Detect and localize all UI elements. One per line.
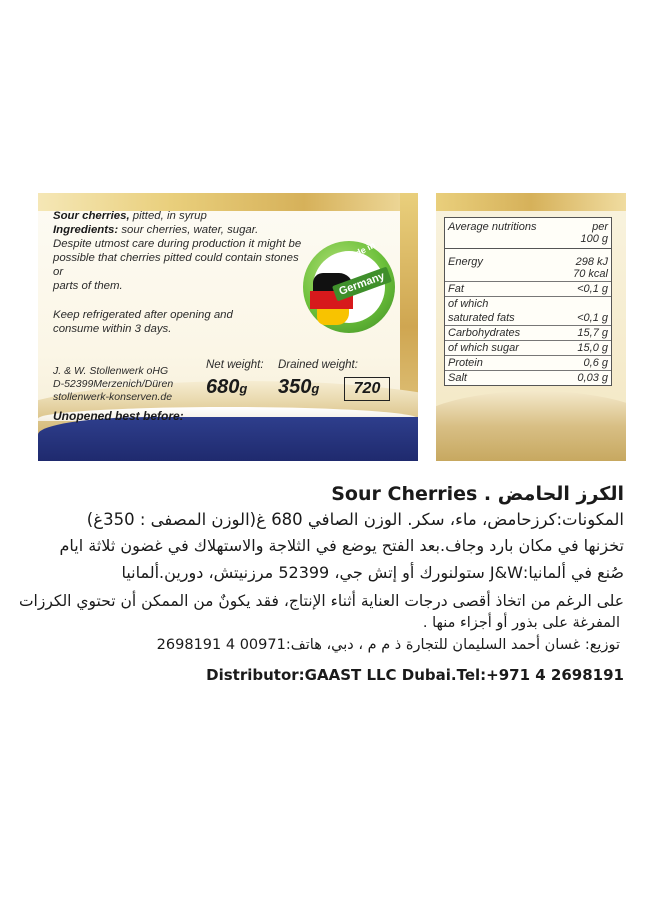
nutrition-label: Energy	[448, 256, 483, 268]
product-title-line: الكرز الحامض . Sour Cherries	[331, 483, 624, 505]
storage-arabic-line: تخزنها في مكان بارد وجاف.بعد الفتح يوضع في الثلاجة والاستهلاك في غضون ثلاثة ايام	[59, 536, 624, 555]
product-name: Sour cherries,	[53, 210, 130, 222]
product-desc: pitted, in syrup	[129, 210, 207, 222]
storage-line-1: Keep refrigerated after opening and	[53, 309, 233, 321]
distributor-arabic-line: توزيع: غسان أحمد السليمان للتجارة ذ م م ، دبي، هاتف:00971 4 2698191	[156, 637, 620, 653]
producer-address	[53, 365, 173, 404]
nutrition-row: of which sugar 15,0 g	[445, 341, 611, 356]
nutrition-header-qty: 100 g	[580, 233, 608, 245]
ingredients-arabic-line: المكونات:كرزحامض، ماء، سكر. الوزن الصافي 680 غ(الوزن المصفى : 350غ)	[86, 510, 624, 529]
product-code: 720	[344, 377, 390, 401]
ingredients-text: sour cherries, water, sugar.	[118, 224, 259, 236]
badge-country: Germany	[332, 267, 392, 302]
warning-line-3: parts of them.	[53, 280, 123, 292]
drained-weight-value: 350g	[278, 376, 320, 398]
label-gold-band	[436, 193, 626, 211]
address-line-1: J. & W. Stollenwerk oHG	[53, 365, 169, 377]
address-line-3: stollenwerk-konserven.de	[53, 391, 173, 403]
ingredients-label: Ingredients:	[53, 224, 119, 236]
badge-made-in: Made in	[342, 239, 377, 265]
made-in-germany-badge	[303, 241, 395, 333]
drained-weight-label: Drained weight:	[278, 359, 358, 371]
warning-line-1: Despite utmost care during production it might be	[53, 238, 302, 250]
nutrition-table	[444, 217, 612, 386]
product-label-front	[38, 193, 418, 461]
distributor-english-line: Distributor:GAAST LLC Dubai.Tel:+971 4 2698191	[206, 666, 624, 684]
nutrition-row: saturated fats <0,1 g	[445, 311, 611, 326]
warning-line-2: possible that cherries pitted could contain stones or	[53, 252, 299, 278]
nutrition-energy-kcal: 70 kcal	[573, 268, 608, 280]
net-weight-label: Net weight:	[206, 359, 264, 371]
storage-line-2: consume within 3 days.	[53, 323, 172, 335]
nutrition-row: Protein 0,6 g	[445, 356, 611, 371]
nutrition-energy-kj: 298 kJ	[575, 256, 608, 268]
ingredients-block	[53, 209, 303, 336]
nutrition-header-per: per	[592, 221, 608, 233]
nutrition-row-energy	[445, 255, 611, 282]
badge-stars: * * *	[350, 305, 368, 319]
address-line-2: D-52399Merzenich/Düren	[53, 378, 174, 390]
warning-arabic-line-1: على الرغم من اتخاذ أقصى درجات العناية أثناء الإنتاج، فقد يكونٌ من الممكن أن تحتوي الكرزات	[18, 592, 624, 610]
label-gold-wave	[436, 391, 626, 461]
nutrition-header	[445, 218, 611, 249]
best-before-label: Unopened best before:	[53, 409, 184, 423]
product-label-nutrition	[436, 193, 626, 461]
nutrition-header-label: Average nutritions	[448, 221, 537, 233]
origin-arabic-line: صُنع في ألمانيا:J&W ستولنورك أو إتش جي، 52399 مرزنيتش، دورين.ألمانيا	[121, 563, 624, 582]
warning-arabic-line-2: المفرغة على بذور أو أجزاء منها .	[422, 615, 620, 631]
nutrition-row: Carbohydrates 15,7 g	[445, 326, 611, 341]
nutrition-row: of which	[448, 298, 489, 310]
label-blue-base	[38, 417, 418, 461]
nutrition-row: Salt 0,03 g	[448, 372, 608, 384]
net-weight-value: 680g	[206, 376, 248, 398]
nutrition-row: Fat <0,1 g	[445, 282, 611, 297]
